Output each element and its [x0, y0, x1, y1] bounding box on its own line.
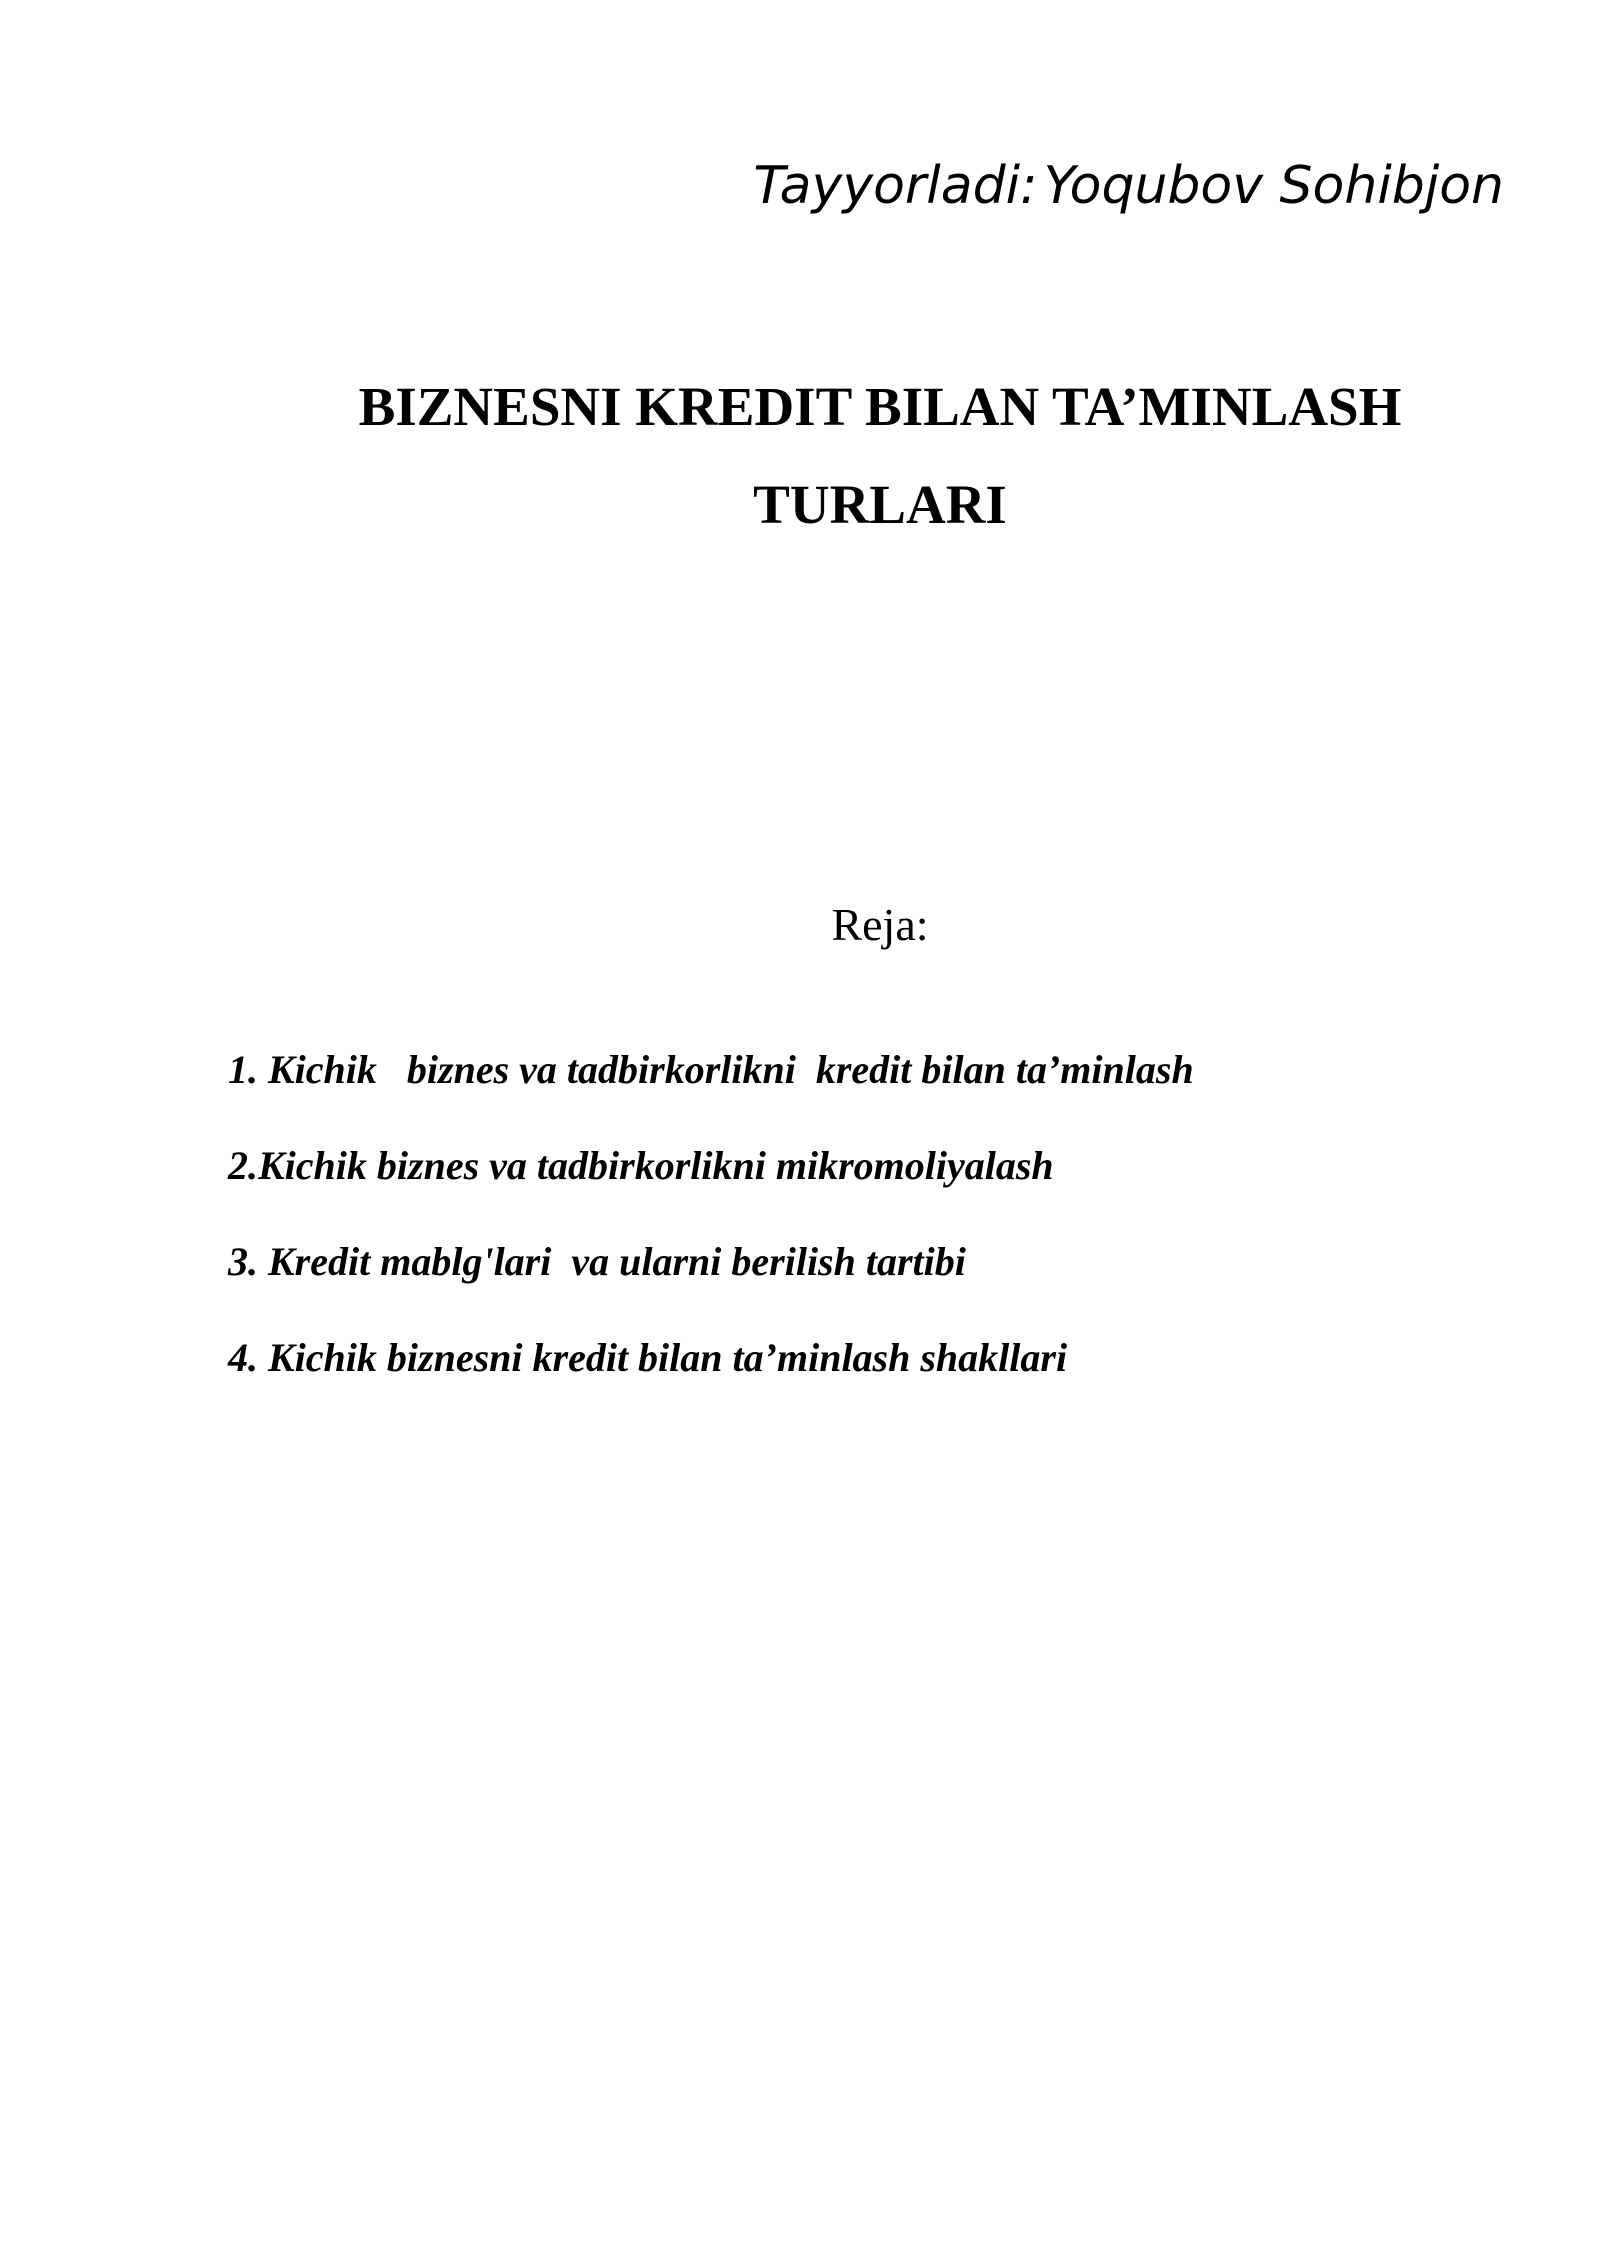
plan-item-1: 1. Kichik biznes va tadbirkorlikni kredit bilan ta’minlash: [228, 1047, 1194, 1092]
plan-heading: Reja:: [831, 899, 929, 950]
title-line-1: BIZNESNI KREDIT BILAN TA’MINLASH: [358, 376, 1402, 437]
plan-item-4: 4. Kichik biznesni kredit bilan ta’minlash shakllari: [228, 1335, 1068, 1380]
plan-list: [228, 1042, 1194, 1426]
author-name: Yoqubov Sohibjon: [1043, 156, 1504, 216]
author-label: Tayyorladi:: [753, 156, 1038, 216]
document-title: [280, 358, 1480, 554]
author-line: [753, 150, 1504, 222]
title-line-2: TURLARI: [753, 474, 1007, 535]
plan-item-2: 2.Kichik biznes va tadbirkorlikni mikromoliyalash: [228, 1143, 1054, 1188]
plan-item-3: 3. Kredit mablg'lari va ularni berilish tartibi: [228, 1239, 966, 1284]
